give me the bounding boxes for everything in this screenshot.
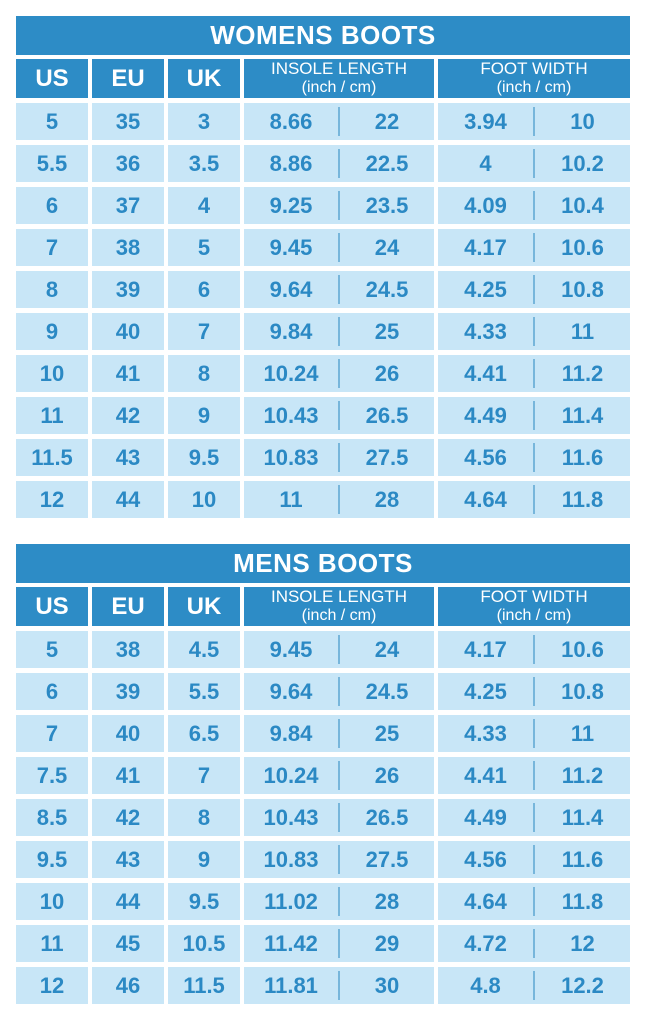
- foot-width-cell: [438, 187, 630, 224]
- column-header-uk: UK: [168, 59, 240, 98]
- insole-inch-value: 10.43: [263, 402, 319, 428]
- insole-cm-value: 24: [374, 234, 400, 260]
- eu-size-cell: 41: [92, 757, 164, 794]
- insole-inch-value: 9.84: [269, 720, 313, 746]
- width-inch-value: 3.94: [464, 108, 507, 134]
- table-body: [16, 103, 630, 518]
- us-size-cell: 8: [16, 271, 88, 308]
- insole-length-cell: [244, 925, 434, 962]
- eu-size-cell: 36: [92, 145, 164, 182]
- uk-size-cell: 9.5: [168, 439, 240, 476]
- insole-cm-value: 30: [374, 972, 400, 998]
- tables-container: [16, 16, 630, 1004]
- foot-width-cell: [438, 967, 630, 1004]
- width-inch-value: 4.25: [464, 678, 507, 704]
- eu-size-cell: 35: [92, 103, 164, 140]
- uk-size-cell: 7: [168, 313, 240, 350]
- foot-width-cell: [438, 481, 630, 518]
- foot-width-cell: [438, 757, 630, 794]
- table-row: [16, 757, 630, 794]
- foot-width-cell: [438, 439, 630, 476]
- insole-cm-value: 27.5: [365, 444, 409, 470]
- eu-size-cell: 45: [92, 925, 164, 962]
- width-inch-value: 4.64: [464, 888, 507, 914]
- uk-size-cell: 3.5: [168, 145, 240, 182]
- insole-length-cell: [244, 103, 434, 140]
- uk-size-cell: 6: [168, 271, 240, 308]
- table-row: [16, 631, 630, 668]
- foot-width-cell: [438, 355, 630, 392]
- insole-cm-value: 22.5: [365, 150, 409, 176]
- table-row: [16, 481, 630, 518]
- insole-length-cell: [244, 355, 434, 392]
- width-cm-value: 12: [570, 930, 595, 956]
- column-header-us: US: [16, 59, 88, 98]
- us-size-cell: 10: [16, 355, 88, 392]
- width-cm-value: 10.6: [561, 234, 604, 260]
- foot-width-cell: [438, 841, 630, 878]
- foot-width-label: FOOT WIDTH: [480, 587, 588, 607]
- width-inch-value: 4.56: [464, 444, 507, 470]
- width-inch-value: 4.25: [464, 276, 507, 302]
- insole-inch-value: 9.64: [269, 276, 313, 302]
- foot-width-cell: [438, 715, 630, 752]
- insole-inch-value: 9.64: [269, 678, 313, 704]
- width-cm-value: 11.8: [561, 888, 604, 914]
- width-inch-value: 4.8: [470, 972, 501, 998]
- table-row: [16, 313, 630, 350]
- insole-inch-value: 9.45: [269, 636, 313, 662]
- uk-size-cell: 9: [168, 841, 240, 878]
- insole-inch-value: 11: [279, 486, 303, 512]
- uk-size-cell: 10.5: [168, 925, 240, 962]
- table-row: [16, 355, 630, 392]
- width-cm-value: 10.8: [561, 276, 604, 302]
- eu-size-cell: 44: [92, 481, 164, 518]
- insole-length-cell: [244, 145, 434, 182]
- column-header-foot-width: [438, 59, 630, 98]
- insole-cm-value: 27.5: [365, 846, 409, 872]
- foot-width-cell: [438, 229, 630, 266]
- insole-length-cell: [244, 715, 434, 752]
- table-body: [16, 631, 630, 1004]
- us-size-cell: 7: [16, 715, 88, 752]
- column-header-eu: EU: [92, 587, 164, 626]
- width-inch-value: 4.64: [464, 486, 507, 512]
- width-inch-value: 4.17: [464, 234, 507, 260]
- eu-size-cell: 46: [92, 967, 164, 1004]
- insole-inch-value: 10.83: [263, 444, 319, 470]
- us-size-cell: 12: [16, 481, 88, 518]
- eu-size-cell: 43: [92, 439, 164, 476]
- column-header-eu: EU: [92, 59, 164, 98]
- insole-inch-value: 11.02: [264, 888, 318, 914]
- insole-cm-value: 25: [374, 318, 400, 344]
- eu-size-cell: 38: [92, 631, 164, 668]
- eu-size-cell: 38: [92, 229, 164, 266]
- insole-inch-value: 10.24: [263, 360, 319, 386]
- insole-length-cell: [244, 481, 434, 518]
- us-size-cell: 9: [16, 313, 88, 350]
- width-cm-value: 11: [570, 720, 595, 746]
- insole-inch-value: 10.24: [263, 762, 319, 788]
- insole-length-cell: [244, 439, 434, 476]
- table-row: [16, 925, 630, 962]
- us-size-cell: 9.5: [16, 841, 88, 878]
- width-inch-value: 4.09: [464, 192, 507, 218]
- us-size-cell: 11.5: [16, 439, 88, 476]
- mens-boots-table: [16, 544, 630, 1004]
- uk-size-cell: 5: [168, 229, 240, 266]
- foot-width-cell: [438, 103, 630, 140]
- insole-inch-value: 11.81: [264, 972, 318, 998]
- width-inch-value: 4.41: [464, 762, 507, 788]
- insole-cm-value: 26.5: [365, 402, 409, 428]
- width-inch-value: 4.49: [464, 402, 507, 428]
- eu-size-cell: 44: [92, 883, 164, 920]
- width-inch-value: 4.72: [464, 930, 507, 956]
- column-header-row: [16, 59, 630, 98]
- eu-size-cell: 39: [92, 673, 164, 710]
- width-inch-value: 4.17: [464, 636, 507, 662]
- width-cm-value: 10: [570, 108, 595, 134]
- eu-size-cell: 42: [92, 799, 164, 836]
- insole-length-label: INSOLE LENGTH: [270, 587, 408, 607]
- table-row: [16, 397, 630, 434]
- uk-size-cell: 8: [168, 799, 240, 836]
- table-row: [16, 715, 630, 752]
- insole-cm-value: 23.5: [365, 192, 409, 218]
- foot-width-cell: [438, 313, 630, 350]
- insole-cm-value: 26.5: [365, 804, 409, 830]
- us-size-cell: 10: [16, 883, 88, 920]
- eu-size-cell: 39: [92, 271, 164, 308]
- foot-width-label: FOOT WIDTH: [480, 59, 588, 79]
- width-inch-value: 4.56: [464, 846, 507, 872]
- width-cm-value: 11.2: [561, 762, 604, 788]
- insole-cm-value: 29: [374, 930, 400, 956]
- eu-size-cell: 42: [92, 397, 164, 434]
- width-inch-value: 4.49: [464, 804, 507, 830]
- table-row: [16, 673, 630, 710]
- table-row: [16, 145, 630, 182]
- us-size-cell: 5: [16, 631, 88, 668]
- insole-length-cell: [244, 313, 434, 350]
- width-cm-value: 11: [570, 318, 595, 344]
- us-size-cell: 11: [16, 925, 88, 962]
- uk-size-cell: 6.5: [168, 715, 240, 752]
- width-cm-value: 11.8: [561, 486, 604, 512]
- insole-cm-value: 24: [374, 636, 400, 662]
- insole-cm-value: 26: [374, 762, 400, 788]
- width-cm-value: 10.8: [561, 678, 604, 704]
- insole-cm-value: 25: [374, 720, 400, 746]
- table-row: [16, 439, 630, 476]
- insole-inch-value: 10.83: [263, 846, 319, 872]
- insole-length-cell: [244, 187, 434, 224]
- width-cm-value: 12.2: [561, 972, 604, 998]
- insole-length-cell: [244, 799, 434, 836]
- insole-cm-value: 28: [374, 888, 400, 914]
- eu-size-cell: 37: [92, 187, 164, 224]
- us-size-cell: 7: [16, 229, 88, 266]
- insole-length-cell: [244, 841, 434, 878]
- uk-size-cell: 9: [168, 397, 240, 434]
- insole-length-cell: [244, 883, 434, 920]
- width-cm-value: 11.6: [561, 444, 604, 470]
- insole-inch-value: 8.66: [269, 108, 313, 134]
- insole-length-units-label: (inch / cm): [301, 79, 377, 97]
- table-row: [16, 799, 630, 836]
- foot-width-cell: [438, 271, 630, 308]
- uk-size-cell: 7: [168, 757, 240, 794]
- foot-width-cell: [438, 631, 630, 668]
- table-title: WOMENS BOOTS: [16, 16, 630, 55]
- width-cm-value: 10.4: [561, 192, 604, 218]
- us-size-cell: 5: [16, 103, 88, 140]
- foot-width-units-label: (inch / cm): [496, 79, 572, 97]
- width-inch-value: 4.33: [464, 720, 507, 746]
- eu-size-cell: 40: [92, 313, 164, 350]
- womens-boots-table: [16, 16, 630, 518]
- table-row: [16, 271, 630, 308]
- insole-length-cell: [244, 757, 434, 794]
- insole-inch-value: 9.45: [269, 234, 313, 260]
- width-inch-value: 4: [479, 150, 492, 176]
- width-cm-value: 11.2: [561, 360, 604, 386]
- insole-cm-value: 26: [374, 360, 400, 386]
- uk-size-cell: 4: [168, 187, 240, 224]
- column-header-foot-width: [438, 587, 630, 626]
- uk-size-cell: 8: [168, 355, 240, 392]
- column-header-insole-length: [244, 587, 434, 626]
- width-inch-value: 4.33: [464, 318, 507, 344]
- insole-length-cell: [244, 229, 434, 266]
- insole-length-cell: [244, 673, 434, 710]
- us-size-cell: 8.5: [16, 799, 88, 836]
- foot-width-units-label: (inch / cm): [496, 607, 572, 625]
- column-header-uk: UK: [168, 587, 240, 626]
- us-size-cell: 11: [16, 397, 88, 434]
- uk-size-cell: 3: [168, 103, 240, 140]
- uk-size-cell: 5.5: [168, 673, 240, 710]
- eu-size-cell: 41: [92, 355, 164, 392]
- table-row: [16, 841, 630, 878]
- insole-cm-value: 24.5: [365, 678, 409, 704]
- insole-cm-value: 22: [374, 108, 400, 134]
- us-size-cell: 5.5: [16, 145, 88, 182]
- uk-size-cell: 4.5: [168, 631, 240, 668]
- insole-cm-value: 28: [374, 486, 400, 512]
- table-row: [16, 883, 630, 920]
- insole-length-units-label: (inch / cm): [301, 607, 377, 625]
- insole-length-cell: [244, 631, 434, 668]
- insole-length-label: INSOLE LENGTH: [270, 59, 408, 79]
- insole-length-cell: [244, 397, 434, 434]
- width-cm-value: 10.6: [561, 636, 604, 662]
- width-cm-value: 11.4: [561, 804, 604, 830]
- column-header-insole-length: [244, 59, 434, 98]
- eu-size-cell: 43: [92, 841, 164, 878]
- insole-length-cell: [244, 271, 434, 308]
- foot-width-cell: [438, 925, 630, 962]
- table-row: [16, 967, 630, 1004]
- foot-width-cell: [438, 145, 630, 182]
- foot-width-cell: [438, 673, 630, 710]
- foot-width-cell: [438, 883, 630, 920]
- table-row: [16, 229, 630, 266]
- uk-size-cell: 9.5: [168, 883, 240, 920]
- insole-cm-value: 24.5: [365, 276, 409, 302]
- insole-inch-value: 9.84: [269, 318, 313, 344]
- table-row: [16, 103, 630, 140]
- width-cm-value: 10.2: [561, 150, 604, 176]
- us-size-cell: 6: [16, 187, 88, 224]
- column-header-us: US: [16, 587, 88, 626]
- table-row: [16, 187, 630, 224]
- uk-size-cell: 11.5: [168, 967, 240, 1004]
- us-size-cell: 12: [16, 967, 88, 1004]
- width-cm-value: 11.4: [561, 402, 604, 428]
- table-title: MENS BOOTS: [16, 544, 630, 583]
- eu-size-cell: 40: [92, 715, 164, 752]
- width-cm-value: 11.6: [561, 846, 604, 872]
- insole-inch-value: 10.43: [263, 804, 319, 830]
- insole-inch-value: 9.25: [269, 192, 313, 218]
- insole-length-cell: [244, 967, 434, 1004]
- uk-size-cell: 10: [168, 481, 240, 518]
- foot-width-cell: [438, 799, 630, 836]
- us-size-cell: 7.5: [16, 757, 88, 794]
- insole-inch-value: 8.86: [269, 150, 313, 176]
- insole-inch-value: 11.42: [264, 930, 318, 956]
- column-header-row: [16, 587, 630, 626]
- foot-width-cell: [438, 397, 630, 434]
- us-size-cell: 6: [16, 673, 88, 710]
- width-inch-value: 4.41: [464, 360, 507, 386]
